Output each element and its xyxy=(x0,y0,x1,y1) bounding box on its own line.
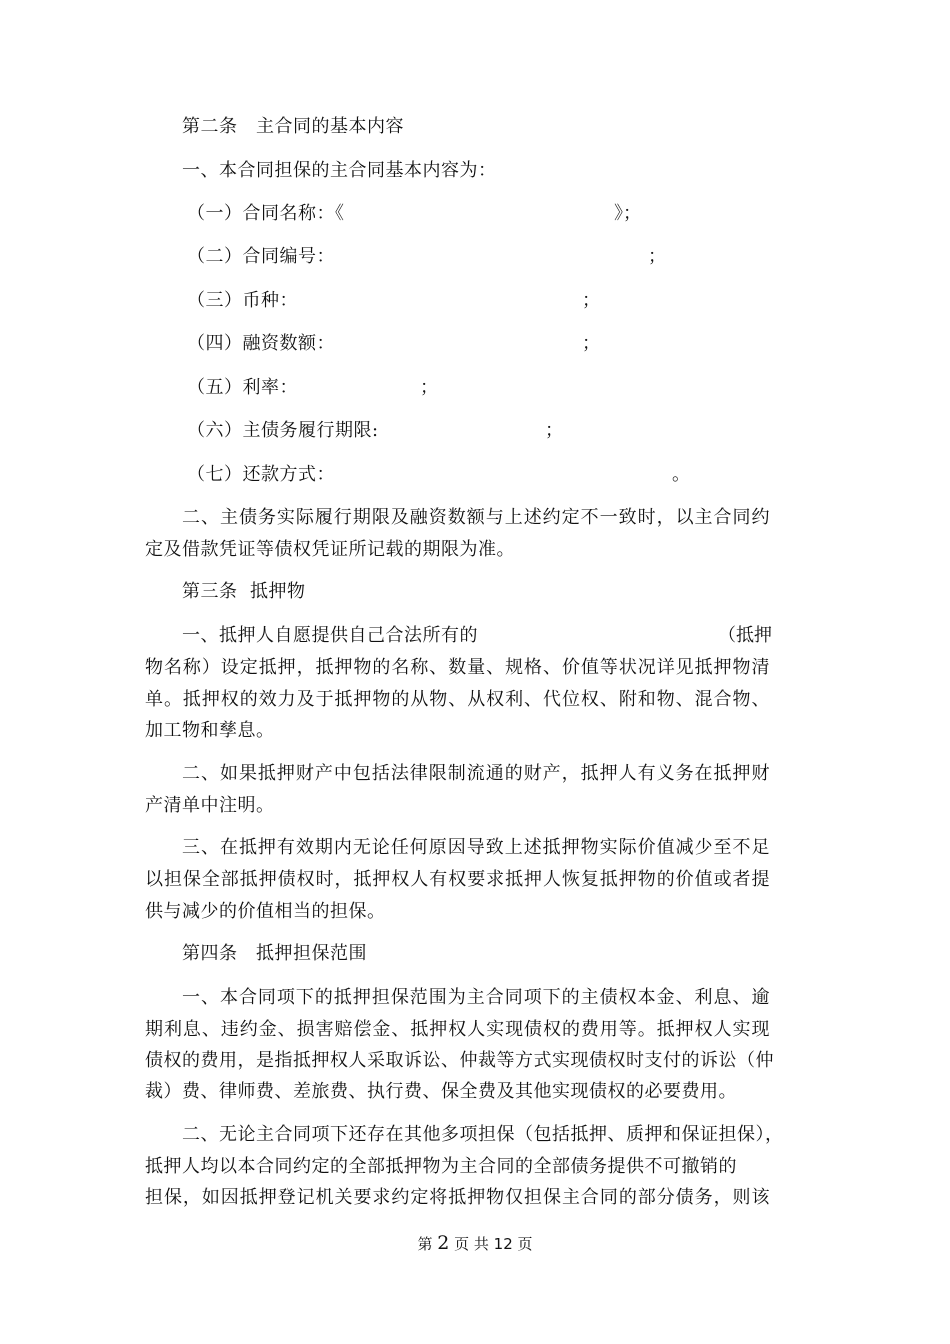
article-3-paragraph-3-line-1: 三、在抵押有效期内无论任何原因导致上述抵押物实际价值减少至不足 xyxy=(182,837,770,858)
article-4-paragraph-1-line-3: 债权的费用，是指抵押权人采取诉讼、仲裁等方式实现债权时支付的诉讼（仲 xyxy=(145,1050,774,1071)
footer-prefix: 第 xyxy=(417,1235,433,1253)
article-3-heading: 第三条 抵押物 xyxy=(182,581,306,602)
item-contract-number-label: （二）合同编号： xyxy=(187,246,335,267)
item-financing-amount-end: ； xyxy=(582,333,600,354)
article-3-paragraph-1-line-4: 加工物和孳息。 xyxy=(145,720,275,741)
item-financing-amount-label: （四）融资数额： xyxy=(187,333,335,354)
article-2-paragraph-1: 一、本合同担保的主合同基本内容为： xyxy=(182,160,497,181)
article-3-paragraph-2-line-1: 二、如果抵押财产中包括法律限制流通的财产，抵押人有义务在抵押财 xyxy=(182,763,770,784)
footer-middle: 页 共 xyxy=(454,1235,489,1253)
item-currency-label: （三）币种： xyxy=(187,290,298,311)
item-interest-rate-end: ； xyxy=(420,377,438,398)
item-term-end: ； xyxy=(545,420,563,441)
article-3-paragraph-1-line-1: 一、抵押人自愿提供自己合法所有的 xyxy=(182,625,478,646)
article-2-paragraph-2-line-1: 二、主债务实际履行期限及融资数额与上述约定不一致时，以主合同约 xyxy=(182,507,770,528)
item-repayment-label: （七）还款方式： xyxy=(187,464,335,485)
item-contract-name-label: （一）合同名称：《 xyxy=(187,203,345,224)
article-3-paragraph-3-line-3: 供与减少的价值相当的担保。 xyxy=(145,901,386,922)
item-contract-number-end: ； xyxy=(648,246,666,267)
article-4-heading: 第四条 抵押担保范围 xyxy=(182,943,367,964)
article-4-paragraph-1-line-4: 裁）费、律师费、差旅费、执行费、保全费及其他实现债权的必要费用。 xyxy=(145,1081,737,1102)
article-2-heading: 第二条 主合同的基本内容 xyxy=(182,116,404,137)
article-2-paragraph-2-line-2: 定及借款凭证等债权凭证所记载的期限为准。 xyxy=(145,539,515,560)
article-3-paragraph-1-line-2: 物名称）设定抵押，抵押物的名称、数量、规格、价值等状况详见抵押物清 xyxy=(145,657,770,678)
item-contract-name-end: 》； xyxy=(614,203,641,224)
article-4-paragraph-2-line-3: 担保，如因抵押登记机关要求约定将抵押物仅担保主合同的部分债务，则该 xyxy=(145,1187,770,1208)
article-3-paragraph-3-line-2: 以担保全部抵押债权时，抵押权人有权要求抵押人恢复抵押物的价值或者提 xyxy=(145,869,770,890)
article-4-paragraph-1-line-2: 期利息、违约金、损害赔偿金、抵押权人实现债权的费用等。抵押权人实现 xyxy=(145,1019,770,1040)
item-repayment-end: 。 xyxy=(672,464,690,485)
page-footer xyxy=(0,1232,950,1254)
item-currency-end: ； xyxy=(582,290,600,311)
article-3-paragraph-1-line-1-end: （抵押 xyxy=(718,625,772,646)
footer-page-number: 2 xyxy=(437,1232,450,1254)
article-4-paragraph-1-line-1: 一、本合同项下的抵押担保范围为主合同项下的主债权本金、利息、逾 xyxy=(182,987,770,1008)
item-term-label: （六）主债务履行期限: xyxy=(187,420,379,441)
article-3-paragraph-1-line-3: 单。抵押权的效力及于抵押物的从物、从权利、代位权、附和物、混合物、 xyxy=(145,689,770,710)
item-interest-rate-label: （五）利率： xyxy=(187,377,298,398)
footer-total-pages: 12 xyxy=(493,1235,513,1253)
article-4-paragraph-2-line-2: 抵押人均以本合同约定的全部抵押物为主合同的全部债务提供不可撤销的 xyxy=(145,1156,737,1177)
footer-suffix: 页 xyxy=(517,1235,533,1253)
article-3-paragraph-2-line-2: 产清单中注明。 xyxy=(145,795,275,816)
article-4-paragraph-2-line-1: 二、无论主合同项下还存在其他多项担保（包括抵押、质押和保证担保）， xyxy=(182,1124,784,1145)
